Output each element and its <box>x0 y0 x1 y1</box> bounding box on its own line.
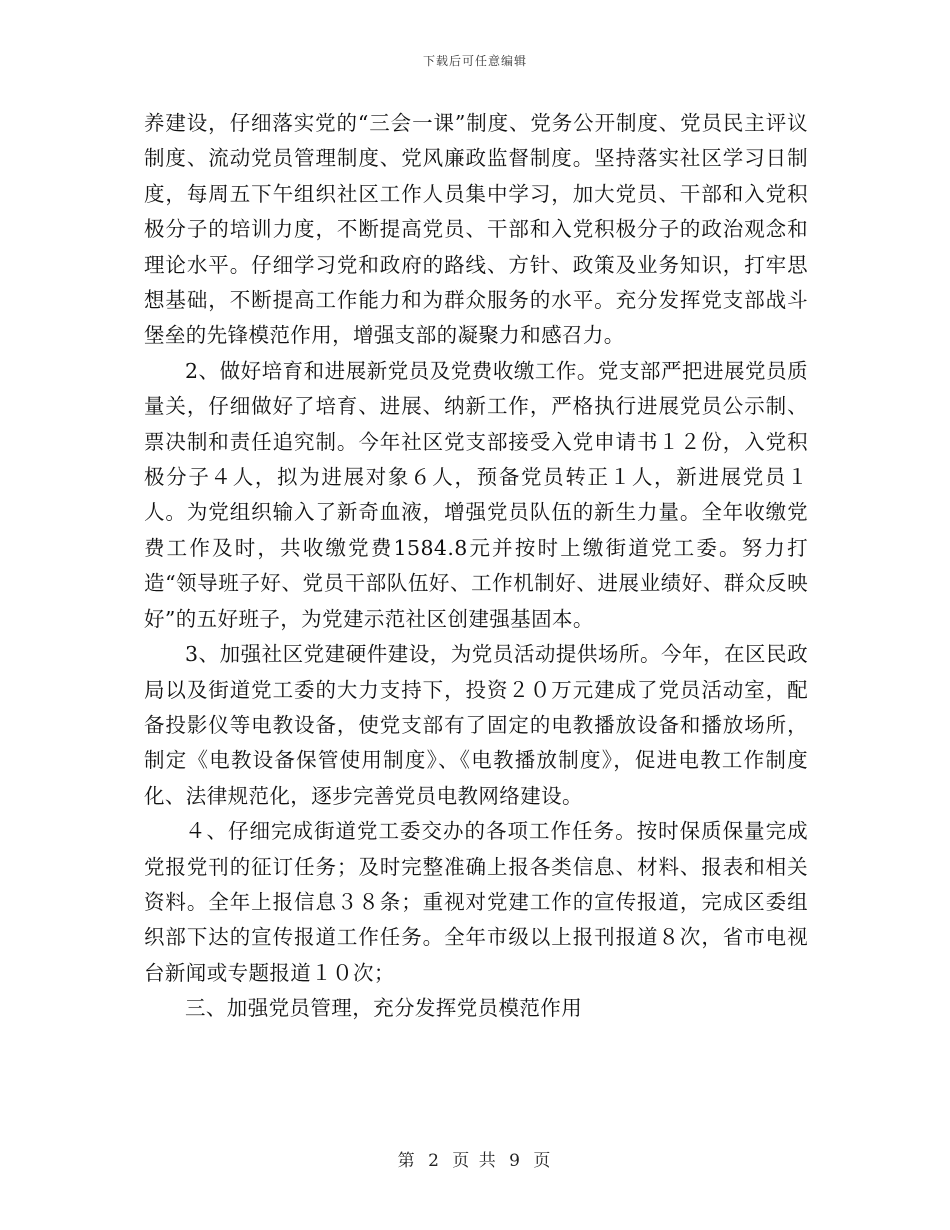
footer-suffix: 页 <box>533 1151 553 1171</box>
section-heading-3: 三、加强党员管理，充分发挥党员模范作用 <box>185 996 583 1021</box>
document-body <box>144 106 808 1027</box>
paragraph-continuation: 养建设，仔细落实党的“三会一课”制度、党务公开制度、党员民主评议制度、流动党员管理制度、党风廉政监督制度。坚持落实社区学习日制度，每周五下午组织社区工作人员集中学习，加大党员、干部和入党积极分子的培训力度，不断提高党员、干部和入党积极分子的政治观念和理论水平。仔细学习党和政府的路线、方针、政策及业务知识，打牢思想基础，不断提高工作能力和为群众服务的水平。充分发挥党支部战斗堡垒的先锋模范作用，增强支部的凝聚力和感召力。 <box>144 111 808 348</box>
paragraph-item-2: 2、做好培育和进展新党员及党费收缴工作。党支部严把进展党员质量关，仔细做好了培育、进展、纳新工作，严格执行进展党员公示制、票决制和责任追究制。今年社区党支部接受入党申请书１２份，入党积极分子４人，拟为进展对象６人，预备党员转正１人，新进展党员１人。为党组织输入了新奇血液，增强党员队伍的新生力量。全年收缴党费工作及时，共收缴党费1584.8元并按时上缴街道党工委。努力打造“领导班子好、党员干部队伍好、工作机制好、进展业绩好、群众反映好”的五好班子，为党建示范社区创建强基固本。 <box>144 358 808 631</box>
footer-middle: 页 共 <box>452 1151 498 1171</box>
paragraph-item-3: 3、加强社区党建硬件建设，为党员活动提供场所。今年，在区民政局以及街道党工委的大力支持下，投资２０万元建成了党员活动室，配备投影仪等电教设备，使党支部有了固定的电教播放设备和播放场所，制定《电教设备保管使用制度》、《电教播放制度》，促进电教工作制度化、法律规范化，逐步完善党员电教网络建设。 <box>144 642 808 808</box>
current-page-number: 2 <box>428 1151 441 1171</box>
page-footer <box>0 1146 950 1171</box>
paragraph-item-4: ４、仔细完成街道党工委交办的各项工作任务。按时保质保量完成党报党刊的征订任务；及时完整准确上报各类信息、材料、报表和相关资料。全年上报信息３８条；重视对党建工作的宣传报道，完成区委组织部下达的宣传报道工作任务。全年市级以上报刊报道８次，省市电视台新闻或专题报道１０次； <box>144 819 808 985</box>
total-page-count: 9 <box>509 1151 522 1171</box>
page-header: 下载后可任意编辑 <box>422 54 527 68</box>
footer-prefix: 第 <box>397 1151 417 1171</box>
